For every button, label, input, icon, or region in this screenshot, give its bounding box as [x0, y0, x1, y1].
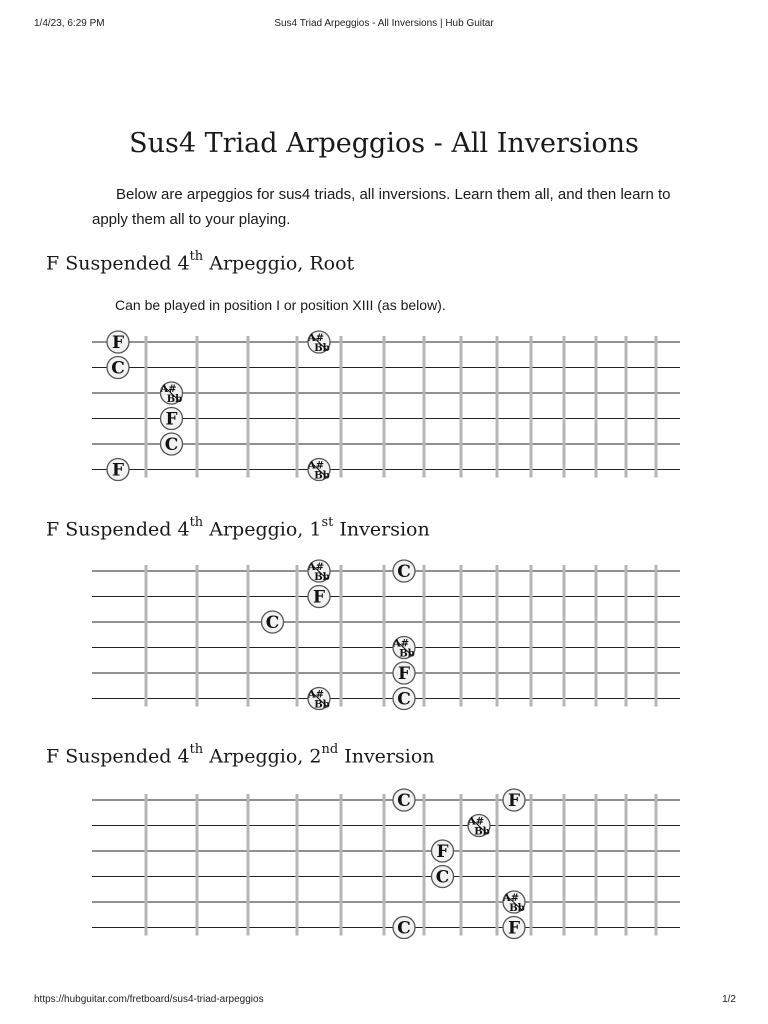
- note-label-sharp: A#: [160, 384, 177, 395]
- print-datetime: 1/4/23, 6:29 PM: [34, 18, 105, 29]
- note-marker: [161, 433, 183, 455]
- section-note: Can be played in position I or position XIII (as below).: [115, 297, 446, 313]
- note-marker: [393, 662, 415, 684]
- note-label: F: [507, 791, 521, 811]
- note-marker: [308, 586, 330, 608]
- note-label: F: [312, 587, 326, 608]
- note-marker: [467, 815, 490, 838]
- fretboard-diagram-root: [0, 326, 768, 491]
- note-label-flat: Bb: [474, 826, 490, 838]
- note-label-sharp: A#: [392, 638, 410, 650]
- note-label: C: [397, 689, 411, 710]
- note-marker: [502, 891, 525, 914]
- note-label-sharp: A#: [502, 893, 520, 904]
- note-marker: [393, 789, 415, 811]
- note-marker: [432, 866, 454, 888]
- print-footer: [0, 994, 768, 1008]
- note-label: C: [111, 358, 125, 379]
- note-label: F: [436, 842, 449, 862]
- note-marker: [432, 840, 454, 862]
- note-marker: [307, 459, 330, 482]
- note-label: F: [111, 333, 125, 353]
- note-label-sharp: A#: [307, 562, 325, 573]
- note-label-sharp: A#: [307, 333, 325, 344]
- section-heading-root: F Suspended 4th Arpeggio, Root: [46, 249, 355, 275]
- print-url: https://hubguitar.com/fretboard/sus4-triad-arpeggios: [34, 994, 264, 1005]
- fretboard-diagram-second-inversion: [0, 784, 768, 949]
- note-label: C: [397, 791, 411, 811]
- note-label: C: [164, 435, 179, 455]
- intro-text: Below are arpeggios for sus4 triads, all inversions. Learn them all, and then learn to apply them all to your playing.: [92, 186, 671, 228]
- note-label: F: [111, 460, 125, 481]
- note-label-flat: Bb: [509, 903, 525, 914]
- note-label-sharp: A#: [307, 460, 325, 472]
- note-marker: [262, 611, 284, 633]
- note-marker: [159, 382, 182, 405]
- note-label: F: [397, 664, 411, 684]
- note-label: C: [265, 613, 280, 633]
- note-label: C: [397, 562, 411, 582]
- note-marker: [393, 688, 415, 710]
- note-marker: [307, 688, 330, 711]
- page-title: Sus4 Triad Arpeggios - All Inversions: [129, 128, 639, 159]
- note-marker: [393, 917, 415, 939]
- note-marker: [107, 331, 129, 353]
- print-page-title: Sus4 Triad Arpeggios - All Inversions | Hub Guitar: [274, 18, 494, 29]
- note-label: F: [507, 918, 521, 939]
- note-label-flat: Bb: [314, 572, 330, 583]
- section-heading-first-inversion: F Suspended 4th Arpeggio, 1st Inversion: [46, 515, 430, 541]
- note-label-flat: Bb: [314, 470, 330, 482]
- note-marker: [307, 331, 330, 354]
- intro-paragraph: [92, 182, 672, 232]
- fretboard-diagram-first-inversion: [0, 555, 768, 720]
- note-label-flat: Bb: [314, 343, 330, 354]
- note-marker: [503, 917, 525, 939]
- note-marker: [503, 789, 525, 811]
- note-label: C: [397, 918, 411, 939]
- print-page-number: 1/2: [722, 994, 736, 1005]
- print-header: [0, 18, 768, 32]
- note-marker: [107, 357, 129, 379]
- note-label-sharp: A#: [307, 689, 325, 701]
- note-label: C: [435, 867, 450, 888]
- note-marker: [107, 459, 129, 481]
- note-label-flat: Bb: [314, 699, 330, 711]
- section-heading-second-inversion: F Suspended 4th Arpeggio, 2nd Inversion: [46, 742, 435, 768]
- note-marker: [393, 560, 415, 582]
- note-label-flat: Bb: [399, 648, 415, 660]
- note-label-flat: Bb: [166, 394, 183, 405]
- note-label-sharp: A#: [467, 816, 485, 828]
- note-marker: [161, 408, 183, 430]
- note-marker: [392, 637, 415, 660]
- note-marker: [307, 560, 330, 583]
- note-label: F: [165, 409, 178, 430]
